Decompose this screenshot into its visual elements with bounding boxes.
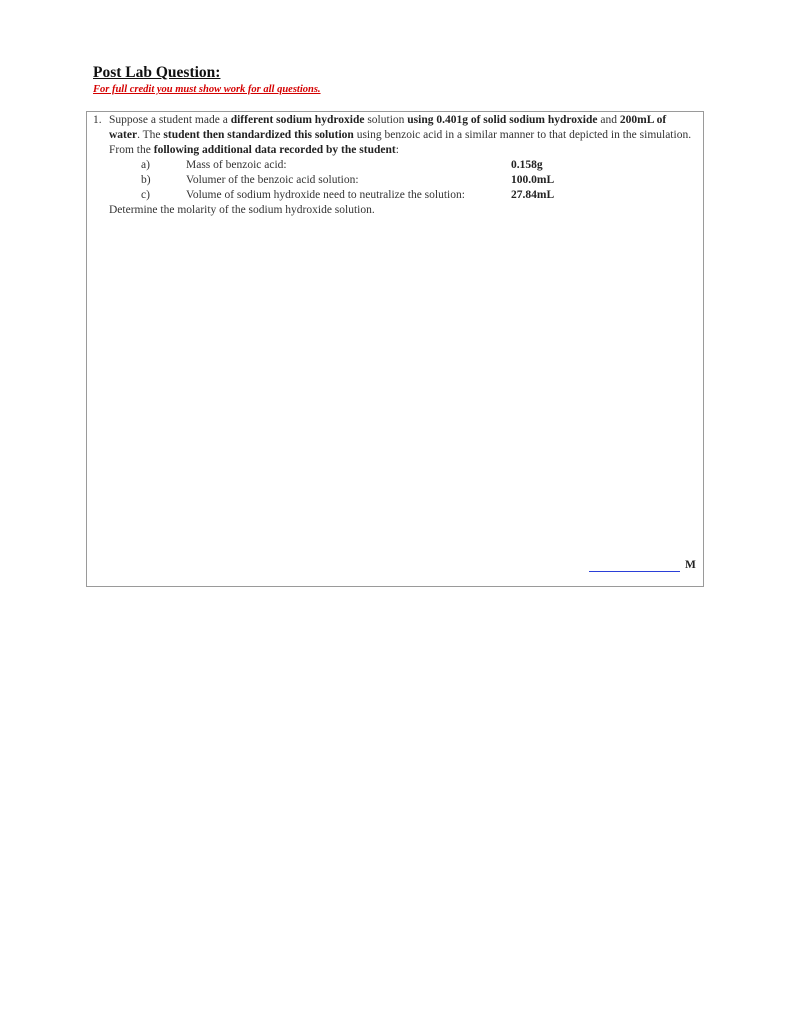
question-part-bold: student then standardized this solution bbox=[163, 129, 354, 141]
item-letter-c: c) bbox=[141, 189, 150, 201]
question-part: using benzoic acid in a similar manner to that depicted in the simulation. From the bbox=[109, 129, 692, 156]
question-part: Suppose a student made a bbox=[109, 114, 231, 126]
item-label-b: Volumer of the benzoic acid solution: bbox=[186, 174, 359, 186]
page-title: Post Lab Question: bbox=[93, 64, 221, 81]
question-prompt: Determine the molarity of the sodium hydroxide solution. bbox=[109, 204, 375, 216]
question-part: and bbox=[597, 114, 620, 126]
question-part: . The bbox=[137, 129, 164, 141]
question-part: : bbox=[395, 144, 399, 156]
answer-blank[interactable] bbox=[589, 571, 680, 572]
item-label-c: Volume of sodium hydroxide need to neutralize the solution: bbox=[186, 189, 465, 201]
question-part-bold: following additional data recorded by the student bbox=[153, 144, 396, 156]
question-number: 1. bbox=[93, 114, 102, 126]
question-part: solution bbox=[364, 114, 408, 126]
item-value-a: 0.158g bbox=[511, 159, 543, 171]
item-letter-a: a) bbox=[141, 159, 150, 171]
item-letter-b: b) bbox=[141, 174, 151, 186]
answer-unit: M bbox=[685, 559, 696, 571]
question-box bbox=[86, 111, 704, 587]
item-label-a: Mass of benzoic acid: bbox=[186, 159, 287, 171]
question-part-bold: 200mL of water bbox=[109, 114, 667, 141]
item-value-c: 27.84mL bbox=[511, 189, 555, 201]
question-part-bold: different sodium hydroxide bbox=[230, 114, 365, 126]
question-text bbox=[109, 113, 694, 158]
instruction-text: For full credit you must show work for all questions. bbox=[93, 84, 321, 95]
item-value-b: 100.0mL bbox=[511, 174, 555, 186]
question-part-bold: using 0.401g of solid sodium hydroxide bbox=[407, 114, 598, 126]
